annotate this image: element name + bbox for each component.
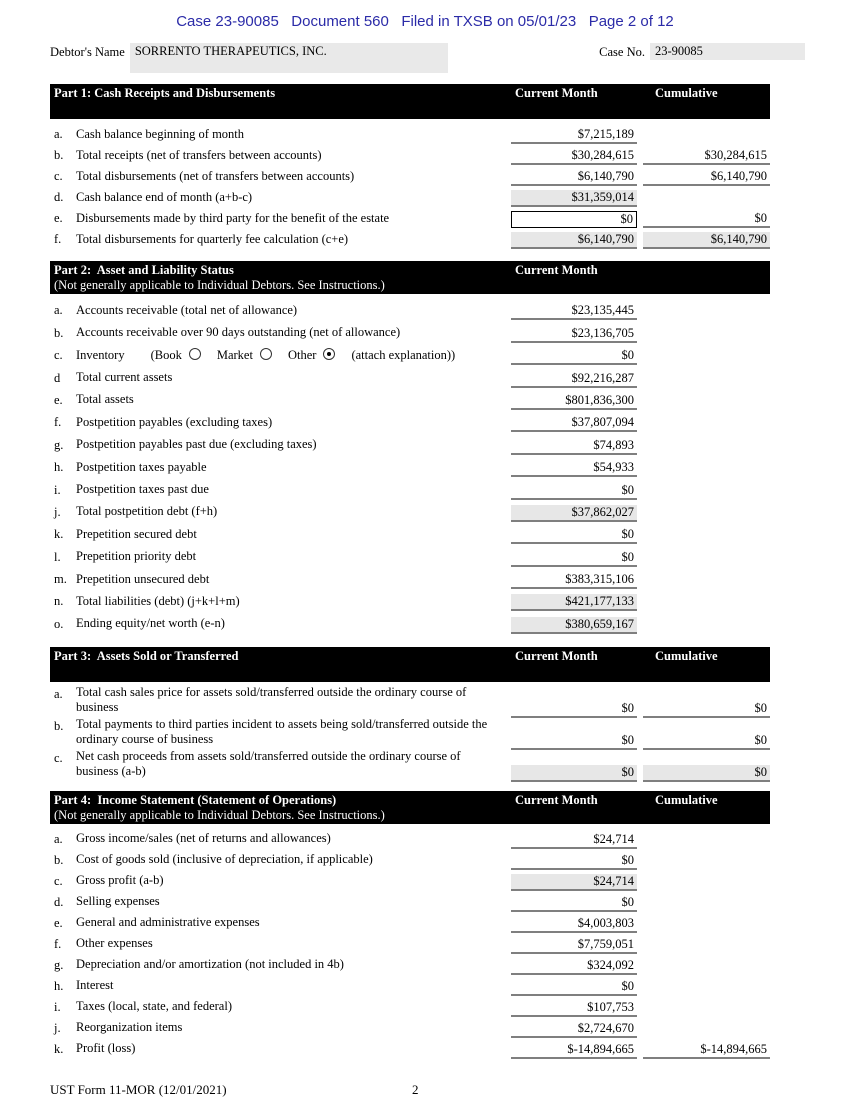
row-label: Total liabilities (debt) (j+k+l+m) — [76, 593, 240, 608]
current-month-field[interactable]: $0 — [511, 527, 637, 544]
form-version-label: UST Form 11-MOR (12/01/2021) — [50, 1081, 227, 1097]
cumulative-field — [643, 371, 770, 388]
column-header-current-month: Current Month — [515, 263, 598, 277]
current-month-field[interactable]: $0 — [511, 550, 637, 567]
cumulative-field[interactable]: $6,140,790 — [643, 169, 770, 186]
cumulative-field — [643, 326, 770, 343]
cumulative-field — [643, 348, 770, 365]
row-letter: b. — [54, 148, 64, 162]
form-row — [50, 123, 770, 144]
part-title: Part 2: Asset and Liability Status — [54, 263, 234, 277]
row-label-text: Inventory — [76, 347, 125, 362]
radio-option-label: Other — [287, 347, 317, 362]
row-letter: f. — [54, 415, 62, 430]
current-month-field[interactable]: $24,714 — [511, 832, 637, 849]
cumulative-field — [643, 853, 770, 870]
row-label: Net cash proceeds from assets sold/transferred outside the ordinary course of business (a-b) — [76, 748, 461, 779]
row-label: Total assets — [76, 392, 134, 407]
cumulative-field — [643, 1021, 770, 1038]
current-month-field[interactable]: $0 — [511, 895, 637, 912]
current-month-field[interactable]: $37,807,094 — [511, 415, 637, 432]
row-letter: h. — [54, 978, 64, 993]
cumulative-field — [643, 303, 770, 320]
form-row — [50, 388, 770, 410]
row-letter: d — [54, 370, 61, 385]
form-row — [50, 298, 770, 320]
current-month-field[interactable]: $24,714 — [511, 874, 637, 891]
part-title: Part 1: Cash Receipts and Disbursements — [54, 86, 276, 100]
cumulative-field — [643, 438, 770, 455]
part-header-bar — [50, 84, 770, 119]
current-month-field[interactable]: $801,836,300 — [511, 393, 637, 410]
row-label: Postpetition taxes past due — [76, 482, 209, 497]
debtor-name-field[interactable]: SORRENTO THERAPEUTICS, INC. — [130, 43, 448, 73]
row-label: Total receipts (net of transfers between accounts) — [76, 147, 322, 162]
form-row — [50, 589, 770, 611]
column-header-current-month: Current Month — [515, 86, 598, 100]
row-letter: b. — [54, 718, 64, 733]
cumulative-field — [643, 483, 770, 500]
form-row — [50, 870, 770, 891]
part-rows — [50, 123, 770, 249]
form-row — [50, 1038, 770, 1059]
cumulative-field — [643, 594, 770, 611]
row-label: Total cash sales price for assets sold/transferred outside the ordinary course of business — [76, 684, 467, 715]
part-subtitle: (Not generally applicable to Individual Debtors. See Instructions.) — [54, 278, 385, 292]
cumulative-field — [643, 937, 770, 954]
form-parts-container — [50, 84, 770, 1059]
row-label: Disbursements made by third party for the benefit of the estate — [76, 210, 390, 225]
form-row — [50, 522, 770, 544]
row-letter: e. — [54, 392, 63, 407]
row-letter: d. — [54, 190, 64, 204]
part-section — [50, 84, 770, 249]
part-header-bar — [50, 261, 770, 294]
form-row — [50, 828, 770, 849]
form-row — [50, 365, 770, 387]
current-month-field[interactable]: $0 — [511, 348, 637, 365]
row-label: Prepetition secured debt — [76, 526, 197, 541]
row-letter: c. — [54, 873, 63, 888]
row-letter: f. — [54, 936, 62, 951]
row-label: Total current assets — [76, 370, 173, 385]
row-label: Cash balance end of month (a+b-c) — [76, 189, 253, 204]
cumulative-field — [643, 572, 770, 589]
current-month-field[interactable]: $31,359,014 — [511, 190, 637, 207]
form-row — [50, 186, 770, 207]
radio-option-label: Market — [216, 347, 253, 362]
form-row — [50, 343, 770, 365]
row-letter: m. — [54, 572, 67, 587]
form-row — [50, 1017, 770, 1038]
current-month-field[interactable]: $0 — [511, 853, 637, 870]
row-letter: g. — [54, 957, 64, 972]
row-label: Prepetition unsecured debt — [76, 571, 210, 586]
row-letter: n. — [54, 594, 64, 609]
row-label: Gross profit (a-b) — [76, 873, 164, 888]
form-row — [50, 144, 770, 165]
cumulative-field[interactable]: $0 — [643, 211, 770, 228]
cumulative-field[interactable]: $0 — [643, 733, 770, 750]
current-month-field[interactable]: $7,215,189 — [511, 127, 637, 144]
form-row — [50, 718, 770, 750]
part-section — [50, 791, 770, 1059]
part-rows — [50, 828, 770, 1059]
current-month-field[interactable]: $421,177,133 — [511, 594, 637, 611]
cumulative-field — [643, 505, 770, 522]
form-row — [50, 432, 770, 454]
row-letter: a. — [54, 127, 63, 141]
part-section — [50, 647, 770, 782]
current-month-field[interactable]: $107,753 — [511, 1000, 637, 1017]
current-month-field[interactable]: $324,092 — [511, 958, 637, 975]
row-letter: c. — [54, 348, 63, 363]
inventory-other-radio[interactable] — [323, 348, 335, 360]
form-row — [50, 975, 770, 996]
row-letter: a. — [54, 303, 63, 318]
current-month-field[interactable]: $30,284,615 — [511, 148, 637, 165]
form-row — [50, 933, 770, 954]
row-label: Taxes (local, state, and federal) — [76, 999, 232, 1014]
cumulative-field[interactable]: $0 — [643, 765, 770, 782]
current-month-field[interactable]: $0 — [511, 701, 637, 718]
form-row — [50, 611, 770, 633]
part-heading — [54, 263, 511, 293]
current-month-field[interactable]: $6,140,790 — [511, 169, 637, 186]
cumulative-field — [643, 393, 770, 410]
part-heading — [54, 649, 511, 664]
row-letter: j. — [54, 1020, 61, 1035]
form-row — [50, 228, 770, 249]
debtor-case-row — [50, 43, 805, 73]
current-month-field[interactable]: $0 — [511, 979, 637, 996]
row-label: Depreciation and/or amortization (not included in 4b) — [76, 957, 344, 972]
cumulative-field — [643, 527, 770, 544]
row-letter: i. — [54, 482, 61, 497]
part-rows — [50, 298, 770, 634]
row-label: Postpetition payables (excluding taxes) — [76, 414, 273, 429]
inventory-market-radio[interactable] — [260, 348, 272, 360]
row-letter: d. — [54, 894, 64, 909]
part-heading — [54, 793, 511, 823]
row-letter: e. — [54, 211, 63, 225]
row-letter: k. — [54, 1041, 64, 1056]
row-label: Total payments to third parties incident to assets being sold/transferred outside the ordinary course of business — [76, 716, 488, 747]
part-rows — [50, 686, 770, 782]
radio-option-label: (Book — [150, 347, 182, 362]
form-row — [50, 477, 770, 499]
current-month-field[interactable]: $0 — [511, 733, 637, 750]
current-month-field[interactable]: $0 — [511, 483, 637, 500]
cumulative-field — [643, 460, 770, 477]
row-letter: o. — [54, 616, 64, 631]
form-row — [50, 891, 770, 912]
cumulative-field[interactable]: $0 — [643, 701, 770, 718]
cumulative-field — [643, 979, 770, 996]
form-row — [50, 455, 770, 477]
column-header-cumulative: Cumulative — [655, 792, 718, 807]
row-letter: a. — [54, 686, 63, 701]
cumulative-field — [643, 874, 770, 891]
form-row — [50, 912, 770, 933]
case-number-label: Case No. — [599, 45, 645, 59]
cumulative-field — [643, 1000, 770, 1017]
current-month-field[interactable]: $23,135,445 — [511, 303, 637, 320]
court-filing-stamp: Case 23-90085 Document 560 Filed in TXSB on 05/01/23 Page 2 of 12 — [176, 13, 674, 30]
part-header-bar — [50, 791, 770, 824]
current-month-field[interactable]: $0 — [511, 765, 637, 782]
row-letter: k. — [54, 527, 64, 542]
current-month-field[interactable]: $2,724,670 — [511, 1021, 637, 1038]
page-footer — [50, 1082, 800, 1100]
column-header-current-month: Current Month — [515, 792, 598, 807]
form-row — [50, 567, 770, 589]
part-header-bar — [50, 647, 770, 682]
row-label — [76, 348, 511, 366]
current-month-field[interactable]: $54,933 — [511, 460, 637, 477]
part-title: Part 4: Income Statement (Statement of Operations) — [54, 792, 337, 807]
row-label: Profit (loss) — [76, 1041, 136, 1056]
row-label: Postpetition taxes payable — [76, 459, 207, 474]
row-letter: g. — [54, 437, 64, 452]
debtor-name-label: Debtor's Name — [50, 45, 125, 59]
current-month-field[interactable]: $4,003,803 — [511, 916, 637, 933]
row-label: Selling expenses — [76, 894, 160, 909]
row-label: Total postpetition debt (f+h) — [76, 504, 218, 519]
row-letter: i. — [54, 999, 61, 1014]
current-month-field[interactable]: $383,315,106 — [511, 572, 637, 589]
row-letter: j. — [54, 504, 61, 519]
row-letter: c. — [54, 169, 63, 183]
current-month-field[interactable]: $6,140,790 — [511, 232, 637, 249]
cumulative-field — [643, 415, 770, 432]
form-row — [50, 207, 770, 228]
row-label: Prepetition priority debt — [76, 549, 197, 564]
row-label: Postpetition payables past due (excluding taxes) — [76, 437, 317, 452]
row-label: Accounts receivable over 90 days outstanding (net of allowance) — [76, 325, 401, 340]
row-letter: b. — [54, 325, 64, 340]
page-number: 2 — [412, 1081, 419, 1097]
row-letter: f. — [54, 232, 62, 246]
current-month-field[interactable]: $23,136,705 — [511, 326, 637, 343]
cumulative-field[interactable]: $6,140,790 — [643, 232, 770, 249]
column-header-current-month: Current Month — [515, 648, 598, 663]
current-month-field[interactable]: $37,862,027 — [511, 505, 637, 522]
form-row — [50, 750, 770, 782]
row-label: Interest — [76, 978, 114, 993]
row-label: Reorganization items — [76, 1020, 183, 1035]
form-row — [50, 849, 770, 870]
part-section — [50, 261, 770, 634]
case-number-field[interactable]: 23-90085 — [650, 43, 805, 60]
current-month-field[interactable]: $0 — [511, 211, 637, 228]
row-letter: h. — [54, 460, 64, 475]
row-label: Gross income/sales (net of returns and allowances) — [76, 831, 331, 846]
row-label: Total disbursements (net of transfers between accounts) — [76, 168, 355, 183]
form-row — [50, 686, 770, 718]
row-letter: l. — [54, 549, 61, 564]
row-letter: c. — [54, 750, 63, 765]
current-month-field[interactable]: $7,759,051 — [511, 937, 637, 954]
part-title: Part 3: Assets Sold or Transferred — [54, 648, 239, 663]
form-row — [50, 165, 770, 186]
row-label: Cost of goods sold (inclusive of depreciation, if applicable) — [76, 852, 373, 867]
inventory-book-radio[interactable] — [189, 348, 201, 360]
row-label: Other expenses — [76, 936, 153, 951]
cumulative-field[interactable]: $30,284,615 — [643, 148, 770, 165]
cumulative-field — [643, 127, 770, 144]
cumulative-field — [643, 550, 770, 567]
row-label: Cash balance beginning of month — [76, 126, 245, 141]
row-letter: a. — [54, 831, 63, 846]
part-heading — [54, 86, 511, 101]
form-row — [50, 410, 770, 432]
current-month-field[interactable]: $92,216,287 — [511, 371, 637, 388]
current-month-field[interactable]: $380,659,167 — [511, 617, 637, 634]
form-row — [50, 954, 770, 975]
cumulative-field — [643, 916, 770, 933]
radio-suffix-label: (attach explanation)) — [351, 347, 456, 362]
row-letter: b. — [54, 852, 64, 867]
row-label: Total disbursements for quarterly fee calculation (c+e) — [76, 231, 349, 246]
row-label: Accounts receivable (total net of allowance) — [76, 302, 298, 317]
form-row — [50, 500, 770, 522]
part-subtitle: (Not generally applicable to Individual Debtors. See Instructions.) — [54, 807, 385, 822]
form-row — [50, 996, 770, 1017]
row-label: General and administrative expenses — [76, 915, 260, 930]
form-row — [50, 320, 770, 342]
column-header-cumulative: Cumulative — [655, 648, 718, 663]
cumulative-field — [643, 190, 770, 207]
row-label: Ending equity/net worth (e-n) — [76, 616, 225, 631]
current-month-field[interactable]: $-14,894,665 — [511, 1042, 637, 1059]
current-month-field[interactable]: $74,893 — [511, 438, 637, 455]
row-letter: e. — [54, 915, 63, 930]
form-row — [50, 544, 770, 566]
cumulative-field — [643, 617, 770, 634]
cumulative-field — [643, 832, 770, 849]
cumulative-field — [643, 958, 770, 975]
cumulative-field[interactable]: $-14,894,665 — [643, 1042, 770, 1059]
cumulative-field — [643, 895, 770, 912]
column-header-cumulative: Cumulative — [655, 86, 718, 100]
